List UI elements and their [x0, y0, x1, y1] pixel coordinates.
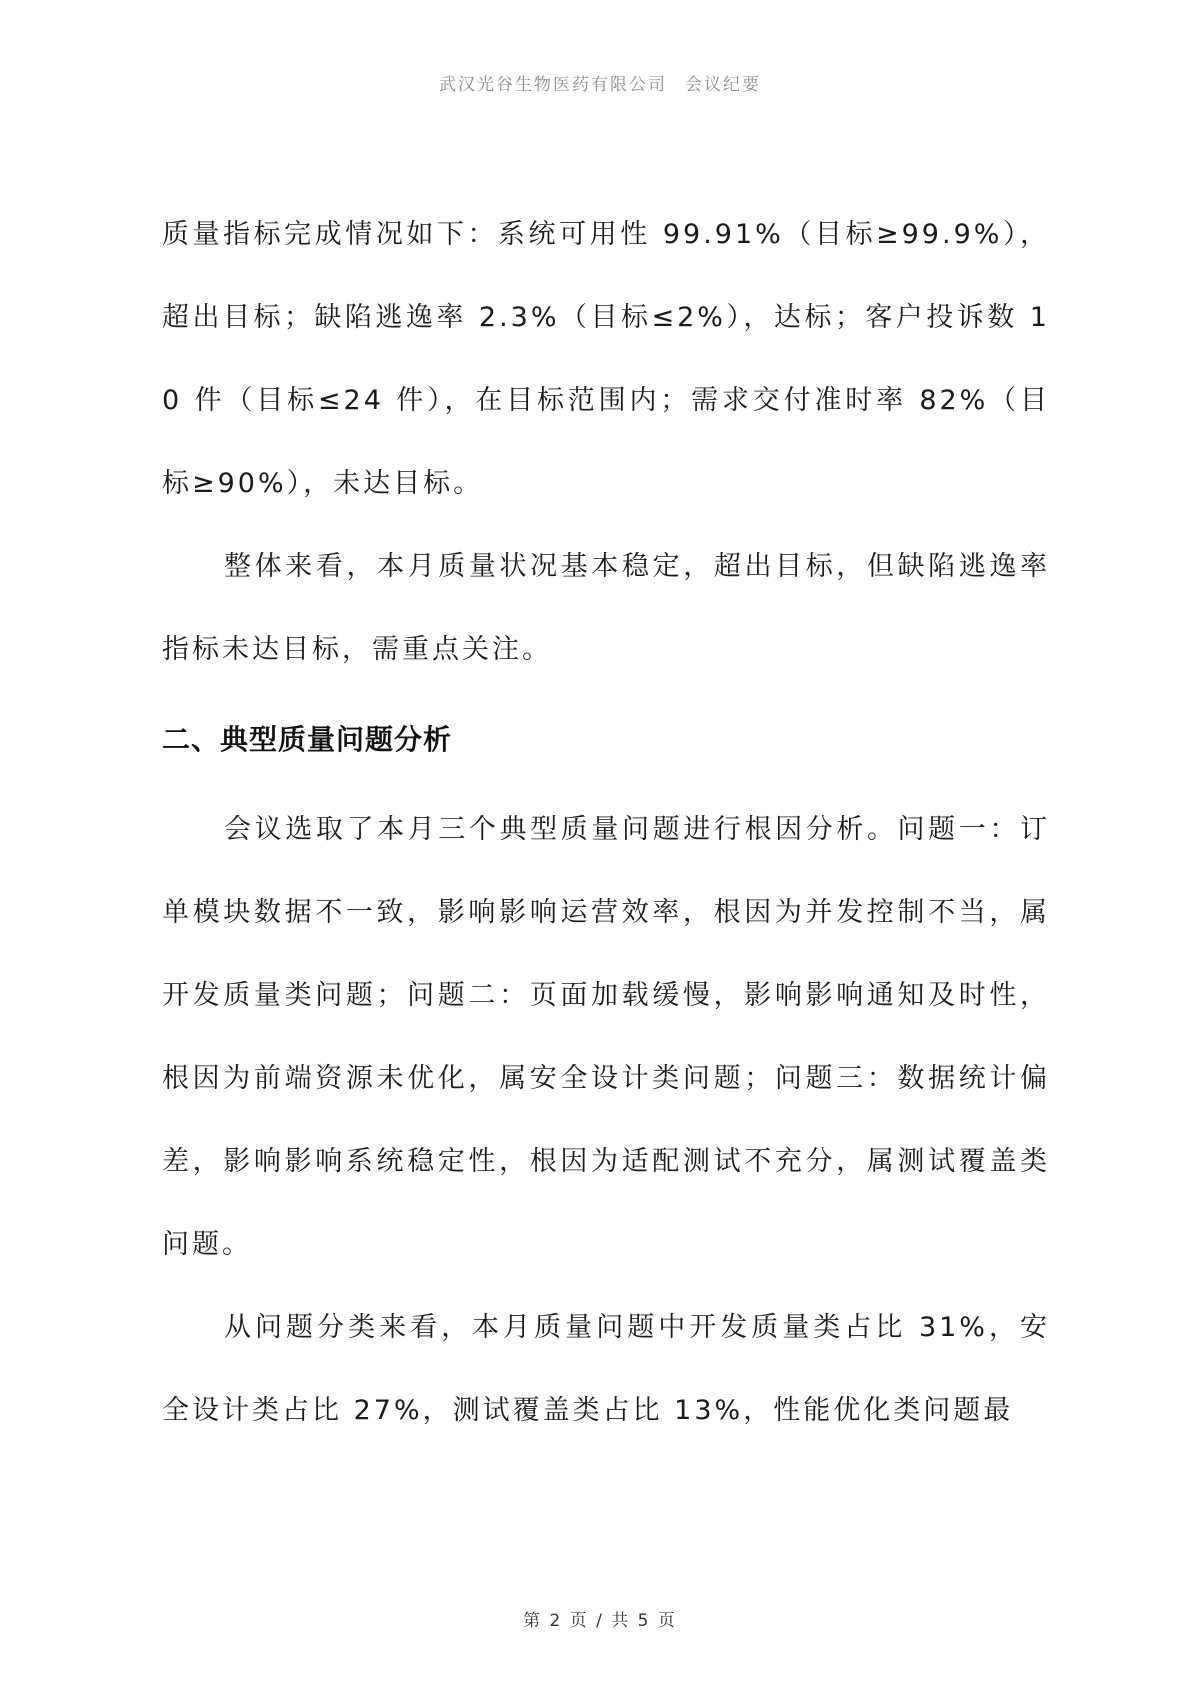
paragraph-issue-classification: 从问题分类来看，本月质量问题中开发质量类占比 31%，安全设计类占比 27%，测试覆盖类占比 13%，性能优化类问题最	[162, 1312, 1050, 1426]
page-footer: 第 2 页 / 共 5 页	[523, 1611, 677, 1631]
paragraph-quality-metrics: 质量指标完成情况如下：系统可用性 99.91%（目标≥99.9%），超出目标；缺陷逃逸率 2.3%（目标≤2%），达标；客户投诉数 10 件（目标≤24 件），在目标范围内；需求交付准时率 82%（目标≥90%），未达目标。	[162, 219, 1050, 499]
paragraph-issue-analysis: 会议选取了本月三个典型质量问题进行根因分析。问题一：订单模块数据不一致，影响影响运营效率，根因为并发控制不当，属开发质量类问题；问题二：页面加载缓慢，影响影响通知及时性，根因为前端资源未优化，属安全设计类问题；问题三：数据统计偏差，影响影响系统稳定性，根因为适配测试不充分，属测试覆盖类问题。	[162, 814, 1050, 1260]
page-header	[0, 70, 1200, 95]
document-body	[162, 193, 1050, 1452]
paragraph-overall-summary: 整体来看，本月质量状况基本稳定，超出目标，但缺陷逃逸率指标未达目标，需重点关注。	[162, 551, 1050, 665]
section-heading: 二、典型质量问题分析	[162, 723, 453, 756]
header-company: 武汉光谷生物医药有限公司	[439, 75, 667, 95]
header-doc-type: 会议纪要	[685, 75, 761, 95]
